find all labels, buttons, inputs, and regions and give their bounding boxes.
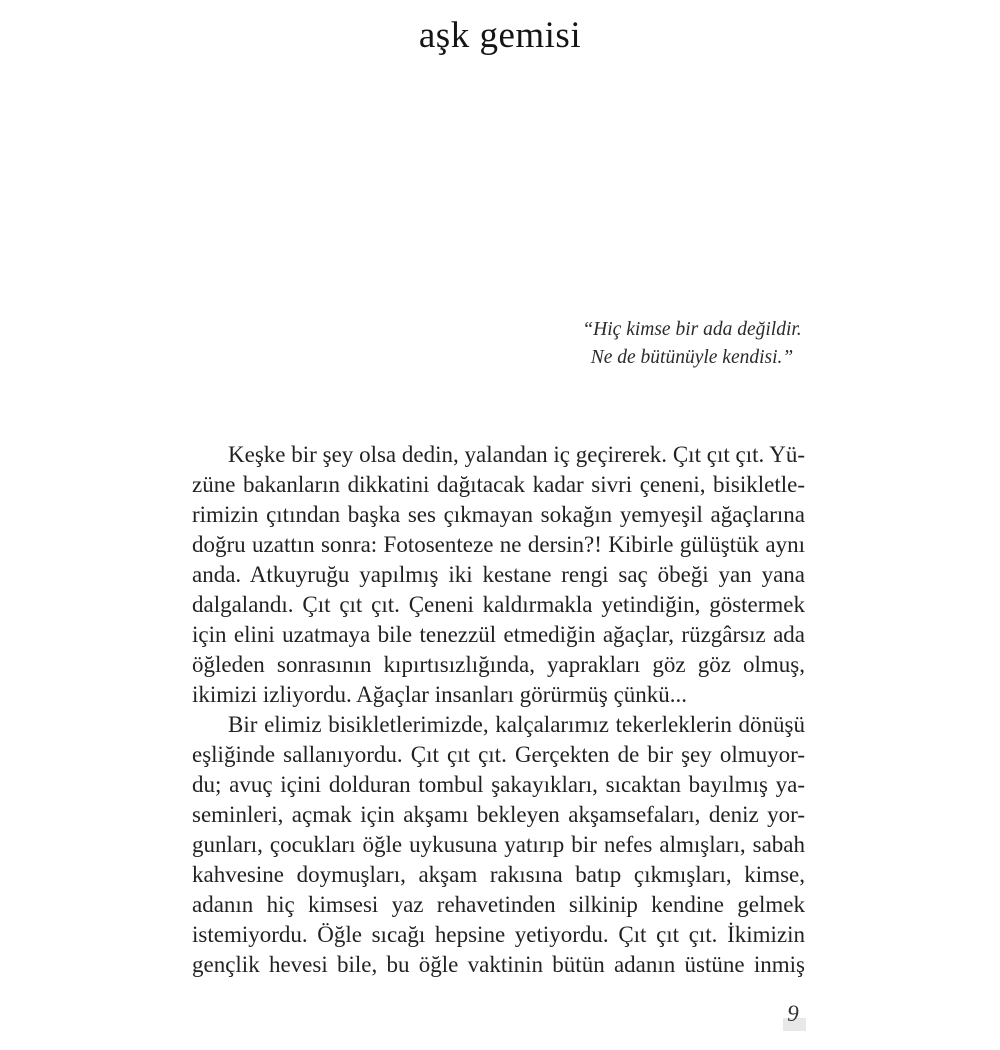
text-line: anda. Atkuyruğu yapılmış iki kestane rengi saç öbeği yan yana — [192, 562, 805, 587]
page-number: 9 — [787, 1001, 799, 1026]
text-line: ikimizi izliyordu. Ağaçlar insanları görürmüş çünkü... — [192, 682, 688, 707]
text-line: gunları, çocukları öğle uykusuna yatırıp bir nefes almışları, sabah — [192, 832, 805, 857]
text-line: rimizin çıtından başka ses çıkmayan sokağın yemyeşil ağaçlarına — [192, 502, 805, 527]
epigraph-line: Ne de bütünüyle kendisi.” — [590, 347, 794, 368]
text-line: doğru uzattın sonra: Fotosenteze ne dersin?! Kibirle gülüştük aynı — [192, 532, 805, 557]
text-line: Keşke bir şey olsa dedin, yalandan iç geçirerek. Çıt çıt çıt. Yü- — [228, 442, 805, 467]
chapter-title: aşk gemisi — [418, 15, 582, 56]
text-line: öğleden sonrasının kıpırtısızlığında, yaprakları göz göz olmuş, — [192, 652, 805, 677]
text-line: du; avuç içini dolduran tombul şakayıkları, sıcaktan bayılmış ya- — [192, 772, 805, 797]
text-line: kahvesine doymuşları, akşam rakısına batıp çıkmışları, kimse, — [192, 862, 805, 887]
body-text — [192, 440, 805, 980]
text-line: seminleri, açmak için akşamı bekleyen akşamsefaları, deniz yor- — [192, 802, 805, 827]
text-line: adanın hiç kimsesi yaz rehavetinden silkinip kendine gelmek — [192, 892, 805, 917]
epigraph-line: “Hiç kimse bir ada değildir. — [582, 319, 802, 340]
text-line: züne bakanların dikkatini dağıtacak kadar sivri çeneni, bisikletle- — [192, 472, 805, 497]
text-line: için elini uzatmaya bile tenezzül etmediğin ağaçlar, rüzgârsız ada — [192, 622, 805, 647]
text-line: gençlik hevesi bile, bu öğle vaktinin bütün adanın üstüne inmiş — [192, 952, 805, 977]
epigraph — [577, 316, 807, 372]
text-line: eşliğinde sallanıyordu. Çıt çıt çıt. Gerçekten de bir şey olmuyor- — [192, 742, 805, 767]
text-line: Bir elimiz bisikletlerimizde, kalçalarımız tekerleklerin dönüşü — [228, 712, 805, 737]
text-line: istemiyordu. Öğle sıcağı hepsine yetiyordu. Çıt çıt çıt. İkimizin — [192, 922, 805, 947]
text-line: dalgalandı. Çıt çıt çıt. Çeneni kaldırmakla yetindiğin, göstermek — [192, 592, 805, 617]
